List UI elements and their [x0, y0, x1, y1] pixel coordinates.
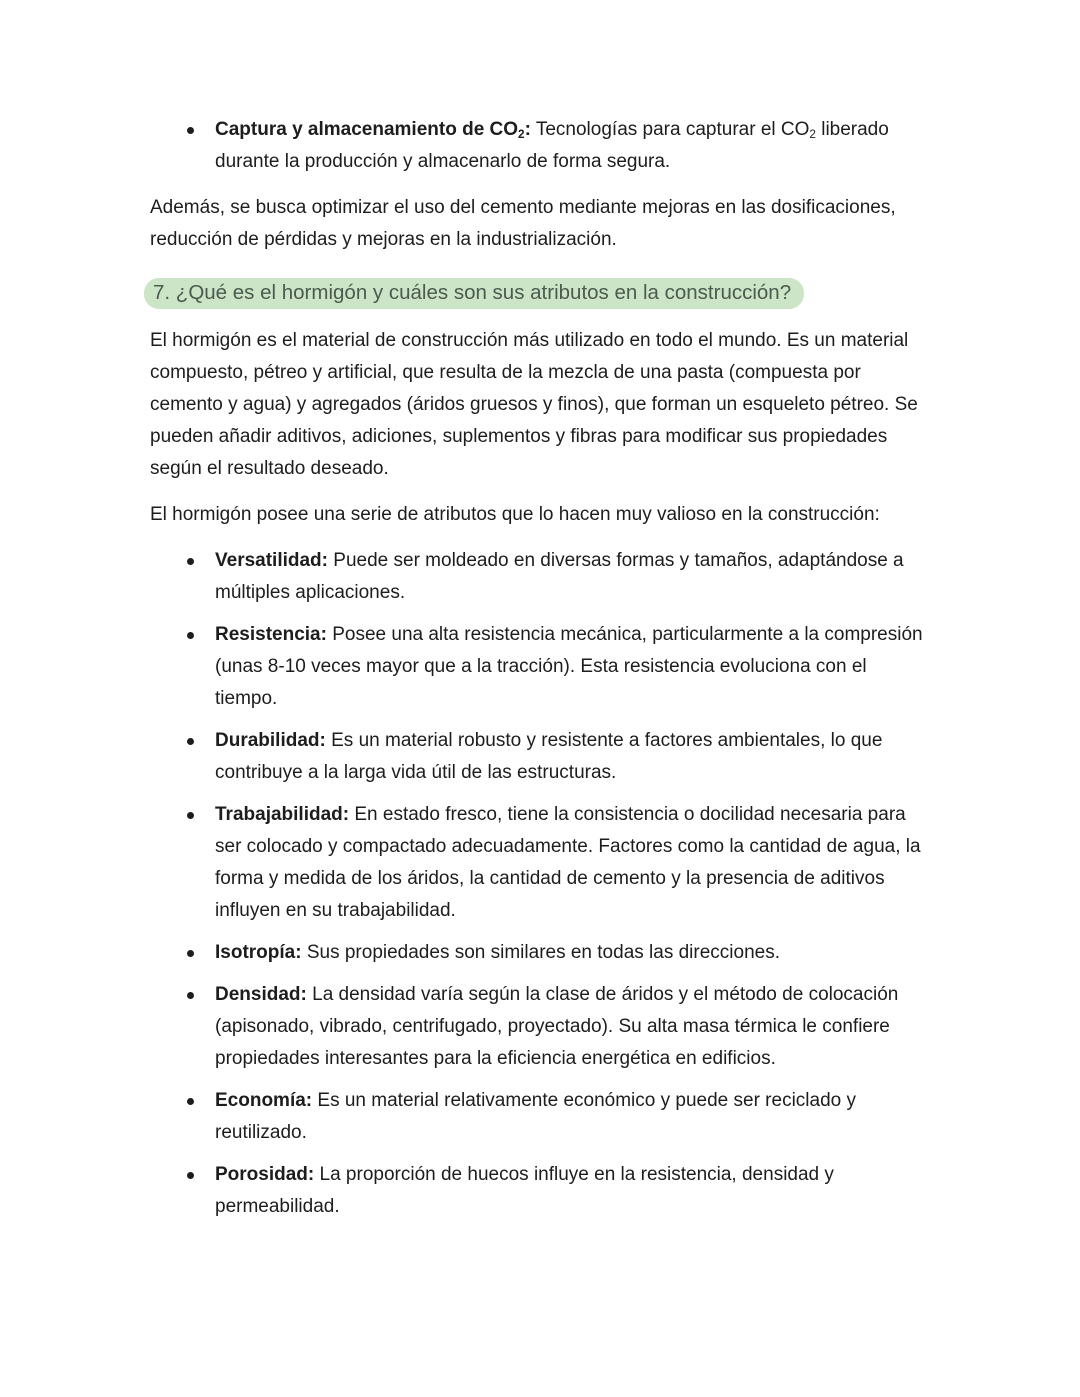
bullet-icon [187, 558, 194, 565]
bullet-icon [187, 1098, 194, 1105]
list-item-co2-capture [150, 114, 925, 178]
list-item-versatilidad [150, 545, 925, 609]
list-item-resistencia [150, 619, 925, 715]
bullet-description: Posee una alta resistencia mecánica, particularmente a la compresión (unas 8-10 veces mayor que a la tracción). Esta resistencia evoluciona con el tiempo. [215, 624, 923, 709]
list-item-text [215, 804, 921, 921]
bullet-icon [187, 738, 194, 745]
bullet-term: Trabajabilidad: [215, 804, 350, 825]
bullet-description: Tecnologías para capturar el CO [530, 119, 810, 140]
bullet-description: Es un material relativamente económico y puede ser reciclado y reutilizado. [215, 1090, 856, 1143]
bullet-term: Versatilidad: [215, 550, 328, 571]
bullet-description: Sus propiedades son similares en todas las direcciones. [301, 942, 780, 963]
bullet-description: En estado fresco, tiene la consistencia o docilidad necesaria para ser colocado y compactado adecuadamente. Factores como la cantidad de agua, la forma y medida de los áridos, la cantidad de cemento y la presencia de aditivos influyen en su trabajabilidad. [215, 804, 921, 921]
bullet-icon [187, 632, 194, 639]
list-item-text [215, 1090, 856, 1143]
co2-capture-list [150, 114, 925, 178]
list-item-text [215, 730, 882, 783]
section-heading-7 [150, 276, 925, 309]
co2-subscript: 2 [518, 127, 525, 141]
bullet-term: Resistencia: [215, 624, 327, 645]
co2-subscript: 2 [809, 127, 816, 141]
list-item-densidad [150, 979, 925, 1075]
bullet-term: Densidad: [215, 984, 307, 1005]
list-item-isotropia [150, 937, 925, 969]
paragraph-intro: El hormigón es el material de construcción más utilizado en todo el mundo. Es un material compuesto, pétreo y artificial, que resulta de la mezcla de una pasta (compuesta por cemento y agua) y agregados (áridos gruesos y finos), que forman un esqueleto pétreo. Se pueden añadir aditivos, adiciones, suplementos y fibras para modificar sus propiedades según el resultado deseado. [150, 330, 918, 479]
heading-highlight: 7. ¿Qué es el hormigón y cuáles son sus atributos en la construcción? [144, 278, 804, 309]
list-item-economia [150, 1085, 925, 1149]
list-item-text [215, 942, 780, 963]
list-item-trabajabilidad [150, 799, 925, 927]
list-item-porosidad [150, 1159, 925, 1223]
attributes-list [150, 545, 925, 1223]
bullet-icon [187, 127, 194, 134]
paragraph-attributes-lead: El hormigón posee una serie de atributos que lo hacen muy valioso en la construcción: [150, 504, 880, 525]
bullet-icon [187, 992, 194, 999]
bullet-description: Puede ser moldeado en diversas formas y tamaños, adaptándose a múltiples aplicaciones. [215, 550, 904, 603]
bullet-term: Captura y almacenamiento de CO [215, 119, 519, 140]
list-item-text [215, 984, 898, 1069]
bullet-description: La densidad varía según la clase de áridos y el método de colocación (apisonado, vibrado, centrifugado, proyectado). Su alta masa térmica le confiere propiedades interesantes para la eficiencia energética en edificios. [215, 984, 899, 1069]
list-item-text [215, 119, 889, 172]
list-item-text [215, 1164, 834, 1217]
bullet-term: Porosidad: [215, 1164, 315, 1185]
bullet-icon [187, 812, 194, 819]
bullet-term: Durabilidad: [215, 730, 326, 751]
list-item-text [215, 550, 904, 603]
bullet-description: La proporción de huecos influye en la resistencia, densidad y permeabilidad. [215, 1164, 834, 1217]
bullet-description: liberado durante la producción y almacenarlo de forma segura. [215, 119, 889, 172]
bullet-term: Isotropía: [215, 942, 302, 963]
list-item-durabilidad [150, 725, 925, 789]
bullet-term-colon: : [524, 119, 531, 140]
bullet-term: Economía: [215, 1090, 313, 1111]
bullet-icon [187, 1172, 194, 1179]
list-item-text [215, 624, 923, 709]
bullet-icon [187, 950, 194, 957]
bullet-description: Es un material robusto y resistente a factores ambientales, lo que contribuye a la larga vida útil de las estructuras. [215, 730, 883, 783]
paragraph-ademas: Además, se busca optimizar el uso del cemento mediante mejoras en las dosificaciones, reducción de pérdidas y mejoras en la industrialización. [150, 197, 896, 250]
